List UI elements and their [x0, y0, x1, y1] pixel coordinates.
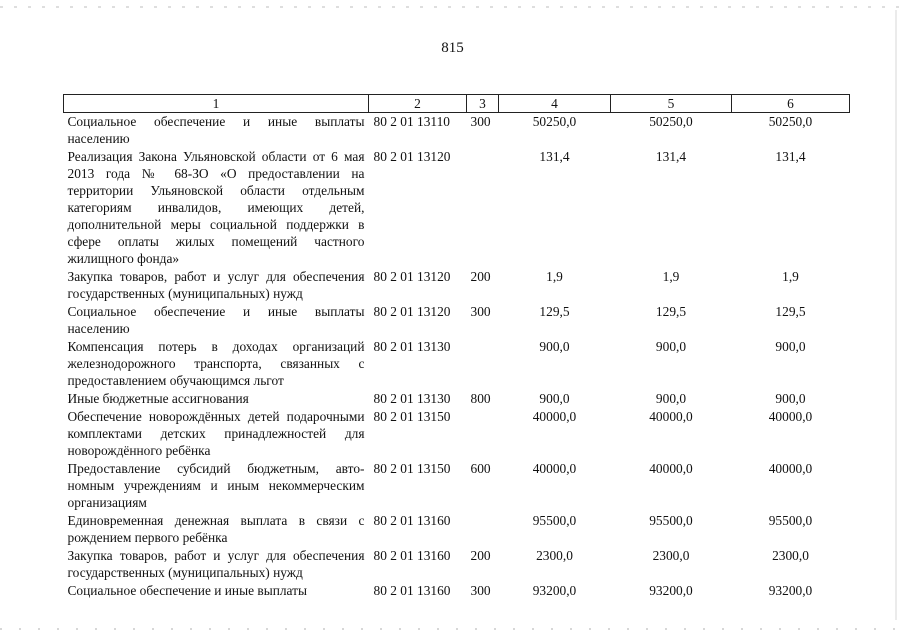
row-value-2: 40000,0 — [649, 461, 693, 476]
page-number: 815 — [441, 40, 464, 56]
row-type: 600 — [470, 461, 491, 476]
row-value-1: 2300,0 — [536, 548, 573, 563]
row-value-2: 1,9 — [662, 269, 680, 284]
table-row — [64, 113, 850, 149]
table-row — [64, 268, 850, 303]
table-row — [64, 390, 850, 408]
column-header: 1 — [64, 95, 369, 113]
row-value-3: 129,5 — [775, 304, 806, 319]
column-header: 2 — [369, 95, 467, 113]
row-value-2: 2300,0 — [652, 548, 690, 563]
row-value-2: 129,5 — [655, 304, 687, 319]
table-row — [64, 512, 850, 547]
row-name: Социальное обеспечение и иные выплаты населению — [67, 114, 365, 146]
row-type — [467, 512, 499, 547]
row-type: 200 — [470, 548, 491, 563]
row-name: Социальное обеспечение и иные выплаты населению — [67, 304, 365, 336]
row-type — [467, 148, 499, 268]
row-value-3: 1,9 — [782, 269, 799, 284]
table-row — [64, 582, 850, 600]
row-type: 300 — [470, 583, 491, 598]
row-value-3: 40000,0 — [768, 409, 813, 424]
scan-edge-right — [895, 10, 897, 620]
row-name: Реализация Закона Ульяновской области от 6 мая 2013 года № 68-ЗО «О предоставлении на территории Ульяновской области отдельным категориям инвалидов, имеющих детей, дополнительной меры социальной поддержки в сфере оплаты жилых помещений частного жилищного фонда» — [67, 149, 365, 266]
table-row — [64, 303, 850, 338]
row-name: Иные бюджетные ассигнования — [67, 391, 249, 406]
row-type: 300 — [470, 304, 491, 319]
row-value-1: 40000,0 — [532, 461, 577, 476]
table-row — [64, 148, 850, 268]
scan-edge-bottom — [0, 628, 905, 630]
row-value-2: 900,0 — [655, 339, 687, 354]
column-header: 4 — [499, 95, 611, 113]
row-code: 80 2 01 13130 — [373, 339, 451, 354]
table-row — [64, 408, 850, 460]
row-code: 80 2 01 13130 — [373, 391, 451, 406]
column-header: 6 — [732, 95, 850, 113]
row-value-2: 900,0 — [655, 391, 687, 406]
row-code: 80 2 01 13120 — [373, 149, 451, 164]
row-code: 80 2 01 13160 — [373, 548, 451, 563]
row-value-2: 40000,0 — [649, 409, 693, 424]
row-value-3: 40000,0 — [768, 461, 813, 476]
row-value-3: 50250,0 — [768, 114, 813, 129]
row-value-1: 1,9 — [546, 269, 563, 284]
row-type: 300 — [470, 114, 491, 129]
column-header: 5 — [611, 95, 732, 113]
row-value-3: 2300,0 — [772, 548, 809, 563]
column-number-row — [64, 95, 850, 113]
row-value-1: 131,4 — [539, 149, 570, 164]
row-type — [467, 338, 499, 390]
row-value-3: 900,0 — [775, 339, 806, 354]
table-row — [64, 460, 850, 512]
row-name: Закупка товаров, работ и услуг для обеспечения государственных (муниципальных) нужд — [67, 269, 365, 301]
row-code: 80 2 01 13160 — [373, 513, 451, 528]
row-name: Предоставление субсидий бюджетным, автономным учреждениям и иным некоммерческим организациям — [67, 461, 365, 510]
budget-table — [63, 94, 850, 600]
row-name: Социальное обеспечение и иные выплаты — [67, 583, 308, 598]
table-row — [64, 547, 850, 582]
row-value-2: 93200,0 — [649, 583, 693, 598]
row-code: 80 2 01 13120 — [373, 269, 451, 284]
row-name: Единовременная денежная выплата в связи с рождением первого ребёнка — [67, 513, 365, 545]
row-code: 80 2 01 13160 — [373, 583, 451, 598]
table-row — [64, 338, 850, 390]
row-name: Компенсация потерь в доходах организаций железнодорожного транспорта, связанных с предоставлением обучающимся льгот — [67, 339, 365, 388]
row-type: 800 — [470, 391, 491, 406]
row-value-1: 900,0 — [539, 339, 570, 354]
row-code: 80 2 01 13120 — [373, 304, 451, 319]
row-value-2: 95500,0 — [649, 513, 693, 528]
row-value-2: 131,4 — [655, 149, 687, 164]
row-value-1: 129,5 — [539, 304, 570, 319]
row-value-1: 95500,0 — [532, 513, 577, 528]
row-value-3: 900,0 — [775, 391, 806, 406]
row-name: Закупка товаров, работ и услуг для обеспечения государственных (муниципальных) нужд — [67, 548, 365, 580]
row-code: 80 2 01 13110 — [373, 114, 450, 129]
row-value-3: 95500,0 — [768, 513, 813, 528]
row-value-3: 93200,0 — [768, 583, 813, 598]
row-value-1: 93200,0 — [532, 583, 577, 598]
column-header: 3 — [467, 95, 499, 113]
row-value-3: 131,4 — [775, 149, 806, 164]
scan-edge-top — [0, 6, 905, 8]
row-name: Обеспечение новорождённых детей подарочными комплектами детских принадлежностей для новорождённого ребёнка — [67, 409, 365, 458]
row-type — [467, 408, 499, 460]
row-code: 80 2 01 13150 — [373, 409, 451, 424]
row-value-1: 50250,0 — [532, 114, 577, 129]
row-type: 200 — [470, 269, 491, 284]
row-code: 80 2 01 13150 — [373, 461, 451, 476]
row-value-2: 50250,0 — [649, 114, 693, 129]
row-value-1: 40000,0 — [532, 409, 577, 424]
row-value-1: 900,0 — [539, 391, 570, 406]
